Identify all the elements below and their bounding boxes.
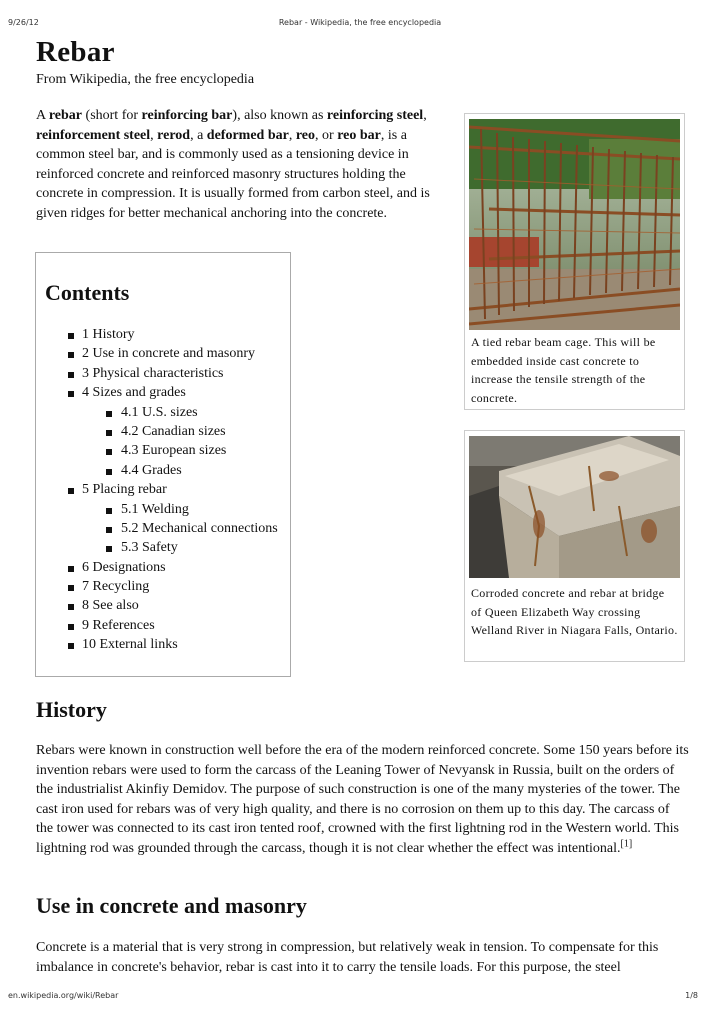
print-date: 9/26/12 <box>8 18 39 27</box>
toc-title: Contents <box>45 280 130 305</box>
toc-item-sizes-and-grades[interactable]: 4 Sizes and grades <box>36 383 278 402</box>
section-body-history: Rebars were known in construction well before the era of the modern reinforced concrete. Some 150 years before its invention rebars were used to form the carcass of the Leaning Tower of Nevyansk in Russia, built on the orders of the industrialist Akinfiy Demidov. The purpose of such construction is one of the many mysteries of the tower. The cast iron used for rebars was of very high quality, and there is no corrosion on them up to this day. The carcass of the tower was connected to its cast iron tented roof, crowned with the first lightning rod in the Western world. This lightning rod was grounded through the carcass, though it is not clear whether the effect was intentional.[1] <box>36 743 689 856</box>
corroded-bridge-photo[interactable] <box>469 436 680 578</box>
toc-item-history[interactable]: 1 History <box>36 325 278 344</box>
rebar-cage-photo[interactable] <box>469 119 680 330</box>
article-title: Rebar <box>36 36 115 68</box>
toc-item-safety[interactable]: 5.3 Safety <box>36 538 278 557</box>
rebar-cage-illustration <box>469 119 680 330</box>
toc-item-designations[interactable]: 6 Designations <box>36 558 278 577</box>
term-reinforcing-steel: reinforcing steel <box>326 108 424 123</box>
print-page-title: Rebar - Wikipedia, the free encyclopedia <box>278 18 442 27</box>
toc-item-physical-characteristics[interactable]: 3 Physical characteristics <box>36 364 278 383</box>
term-deformed-bar: deformed bar <box>206 127 289 143</box>
toc-item-placing-rebar[interactable]: 5 Placing rebar <box>36 480 278 499</box>
toc-item-european-sizes[interactable]: 4.3 European sizes <box>36 441 278 460</box>
section-heading-history: History <box>36 697 107 722</box>
toc-item-recycling[interactable]: 7 Recycling <box>36 577 278 596</box>
term-rebar: rebar <box>48 108 83 123</box>
corroded-bridge-illustration <box>469 436 680 578</box>
toc-item-see-also[interactable]: 8 See also <box>36 596 278 615</box>
table-of-contents <box>35 252 291 677</box>
print-page-number: 1/8 <box>685 991 698 1000</box>
toc-item-external-links[interactable]: 10 External links <box>36 635 278 654</box>
toc-item-welding[interactable]: 5.1 Welding <box>36 500 278 519</box>
figure-corroded-bridge <box>464 430 685 662</box>
term-rerod: rerod <box>157 127 191 143</box>
toc-list <box>36 325 278 655</box>
figure-caption-corroded-bridge: Corroded concrete and rebar at bridge of Queen Elizabeth Way crossing Welland River in Niagara Falls, Ontario. <box>471 586 678 637</box>
section-body-use-in-concrete: Concrete is a material that is very strong in compression, but relatively weak in tension. To compensate for this imbalance in concrete's behavior, rebar is cast into it to carry the tensile loads. For this purpose, the steel <box>36 940 659 975</box>
term-reo: reo <box>295 127 316 143</box>
figure-caption-rebar-cage: A tied rebar beam cage. This will be embedded inside cast concrete to increase the tensile strength of the concrete. <box>471 335 656 405</box>
term-reinforcing-bar: reinforcing bar <box>141 108 233 123</box>
section-heading-use-in-concrete: Use in concrete and masonry <box>36 893 307 918</box>
toc-item-references[interactable]: 9 References <box>36 616 278 635</box>
toc-item-us-sizes[interactable]: 4.1 U.S. sizes <box>36 403 278 422</box>
toc-item-use-in-concrete[interactable]: 2 Use in concrete and masonry <box>36 344 278 363</box>
lead-paragraph: A rebar (short for reinforcing bar), also known as reinforcing steel, reinforcement steel, rerod, a deformed bar, reo, or reo bar, is a common steel bar, and is commonly used as a tensioning device in reinforced concrete and reinforced masonry structures holding the concrete in compression. It is usually formed from carbon steel, and is given ridges for better mechanical anchoring into the concrete. <box>36 108 430 221</box>
term-reo-bar: reo bar <box>337 127 381 143</box>
reference-link[interactable]: [1] <box>620 837 633 849</box>
toc-item-grades[interactable]: 4.4 Grades <box>36 461 278 480</box>
toc-item-canadian-sizes[interactable]: 4.2 Canadian sizes <box>36 422 278 441</box>
toc-item-mechanical-connections[interactable]: 5.2 Mechanical connections <box>36 519 278 538</box>
figure-rebar-cage <box>464 113 685 410</box>
term-reinforcement-steel: reinforcement steel <box>36 127 151 143</box>
print-url: en.wikipedia.org/wiki/Rebar <box>8 991 119 1000</box>
article-tagline: From Wikipedia, the free encyclopedia <box>36 72 255 87</box>
